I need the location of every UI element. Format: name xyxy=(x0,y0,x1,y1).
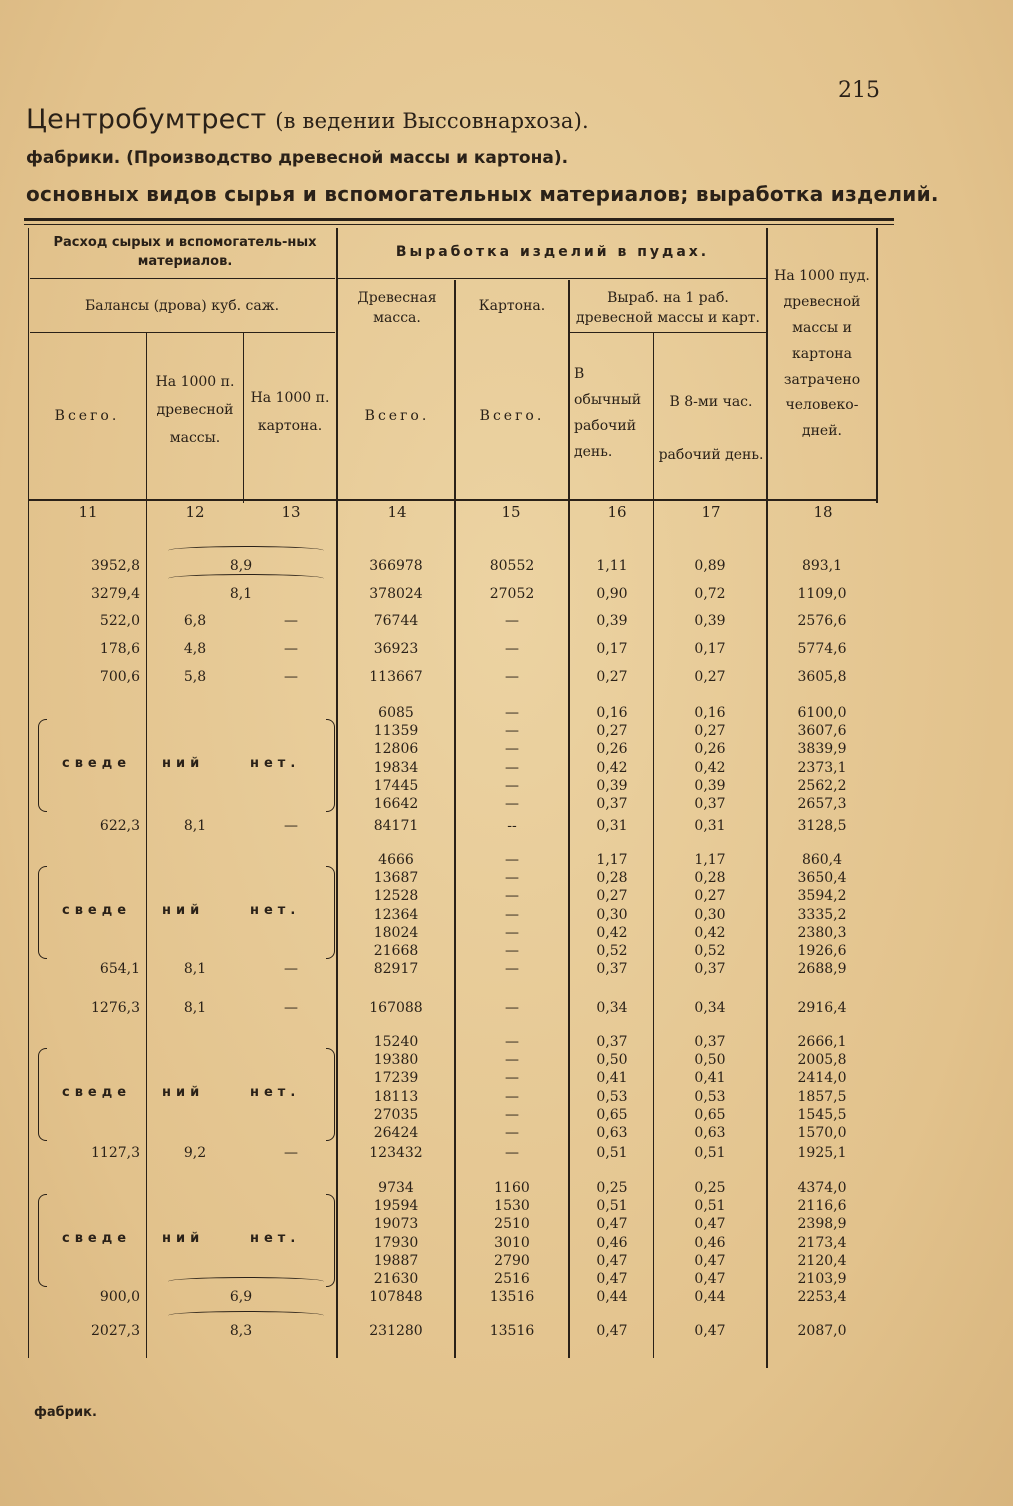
table-cell: 1530 xyxy=(494,1198,530,1215)
table-cell: 0,28 xyxy=(694,870,726,887)
table-cell: 21630 xyxy=(373,1271,419,1287)
table-cell: — xyxy=(505,943,519,959)
table-cell: 8,1 xyxy=(183,961,207,977)
no-data-label: сведе xyxy=(62,1084,132,1100)
table-cell: 2005,8 xyxy=(797,1052,847,1069)
table-cell: 0,37 xyxy=(596,796,628,812)
row-divider xyxy=(30,278,335,279)
no-data-label: сведе xyxy=(62,755,132,771)
table-cell: 366978 xyxy=(369,558,423,574)
table-cell: 0,51 xyxy=(694,1198,726,1215)
table-cell: — xyxy=(505,777,519,794)
table-cell: 1857,5 xyxy=(797,1088,847,1105)
table-cell: 622,3 xyxy=(99,818,140,834)
table-cell: 0,52 xyxy=(596,943,628,959)
table-cell: 2398,9 xyxy=(797,1216,847,1233)
table-cell: 0,39 xyxy=(596,777,628,794)
table-cell: 0,17 xyxy=(596,641,628,657)
table-cell: 0,53 xyxy=(694,1088,726,1105)
table-cell: 900,0 xyxy=(99,1289,140,1305)
table-cell: 11359 xyxy=(373,723,419,740)
table-cell: 8,1 xyxy=(183,1000,207,1016)
table-cell: — xyxy=(505,705,519,721)
table-cell: 82917 xyxy=(373,961,419,977)
table-cell: 1,17 xyxy=(596,852,628,868)
table-cell: 0,26 xyxy=(596,741,628,758)
table-cell: — xyxy=(505,669,519,685)
table-cell: -- xyxy=(507,818,517,834)
table-cell: 0,65 xyxy=(694,1106,726,1123)
table-cell: — xyxy=(505,1145,519,1161)
table-cell: 0,63 xyxy=(694,1125,726,1141)
table-cell: 0,42 xyxy=(694,759,726,776)
merged-cell: 8,9 xyxy=(229,558,253,574)
title-rule-thin xyxy=(24,224,894,225)
table-cell: 4,8 xyxy=(183,641,207,657)
table-cell: 4374,0 xyxy=(797,1180,847,1196)
table-cell: 0,51 xyxy=(596,1145,628,1161)
merged-cell: 8,3 xyxy=(229,1323,253,1339)
table-cell: 1,11 xyxy=(596,558,628,574)
table-cell: 0,41 xyxy=(694,1070,726,1087)
table-cell: 0,50 xyxy=(596,1052,628,1069)
header-balances: Балансы (дрова) куб. саж. xyxy=(84,298,280,314)
table-cell: 1276,3 xyxy=(91,1000,140,1016)
table-cell: 0,44 xyxy=(694,1289,726,1305)
col-divider xyxy=(336,228,338,1358)
table-cell: 0,42 xyxy=(596,924,628,941)
header-bottom-rule xyxy=(28,499,878,501)
page-title xyxy=(26,104,589,135)
table-cell: 3952,8 xyxy=(91,558,140,574)
table-cell: 19380 xyxy=(373,1052,419,1069)
table-cell: 3279,4 xyxy=(91,586,140,602)
header-raw-materials: Расход сырых и вспомогатель-ных материалов. xyxy=(53,235,317,269)
table-cell: 6,8 xyxy=(183,613,207,629)
table-cell: 13516 xyxy=(489,1323,535,1339)
table-cell: 0,42 xyxy=(694,924,726,941)
table-cell: 0,41 xyxy=(596,1070,628,1087)
table-cell: 2562,2 xyxy=(797,777,847,794)
table-cell: — xyxy=(284,961,298,977)
title-rule xyxy=(24,218,894,221)
table-cell: 3594,2 xyxy=(797,888,847,905)
group-brace-left xyxy=(38,1194,47,1287)
table-border-left xyxy=(28,228,29,1358)
table-cell: 860,4 xyxy=(801,852,843,868)
table-cell: — xyxy=(505,759,519,776)
table-cell: 19834 xyxy=(373,759,419,776)
table-cell: 167088 xyxy=(369,1000,423,1016)
table-cell: — xyxy=(284,613,298,629)
table-cell: 2414,0 xyxy=(797,1070,847,1087)
table-cell: 113667 xyxy=(369,669,423,685)
merged-cell: 6,9 xyxy=(229,1289,253,1305)
table-cell: 0,30 xyxy=(694,906,726,923)
table-cell: 0,52 xyxy=(694,943,726,959)
table-cell: 27052 xyxy=(489,586,535,602)
table-cell: — xyxy=(505,924,519,941)
table-cell: 0,90 xyxy=(596,586,628,602)
merge-brace xyxy=(168,574,324,583)
col-divider xyxy=(243,333,244,503)
table-cell: 0,44 xyxy=(596,1289,628,1305)
table-cell: 13687 xyxy=(373,870,419,887)
table-cell: 0,37 xyxy=(596,1034,628,1050)
table-cell: 0,47 xyxy=(596,1252,628,1269)
table-cell: 2657,3 xyxy=(797,796,847,812)
table-cell: 5774,6 xyxy=(797,641,847,657)
table-cell: 0,31 xyxy=(596,818,628,834)
title-main: Центробумтрест xyxy=(26,104,267,135)
subtitle-2: основных видов сырья и вспомогательных материалов; выработка изделий. xyxy=(26,182,939,206)
no-data-label: ний xyxy=(162,902,205,918)
group-brace-right xyxy=(326,1048,335,1141)
table-cell: 0,16 xyxy=(596,705,628,721)
no-data-label: нет. xyxy=(250,902,301,918)
table-cell: 2510 xyxy=(494,1216,530,1233)
table-cell: 0,31 xyxy=(694,818,726,834)
table-cell: 0,16 xyxy=(694,705,726,721)
header-wood-pulp: Древесная масса. xyxy=(357,290,437,327)
table-cell: 6100,0 xyxy=(797,705,847,721)
column-number: 14 xyxy=(387,503,407,521)
table-cell: — xyxy=(505,1052,519,1069)
title-paren: (в ведении Высcовнархоза). xyxy=(275,109,589,133)
row-divider xyxy=(338,278,766,279)
table-cell: — xyxy=(284,818,298,834)
table-cell: 0,39 xyxy=(694,613,726,629)
header-output: Выработка изделий в пудах. xyxy=(395,244,710,260)
header-total-14: Всего. xyxy=(364,408,430,424)
table-cell: 0,26 xyxy=(694,741,726,758)
col-divider xyxy=(454,280,456,1358)
group-brace-right xyxy=(326,866,335,959)
table-cell: 2253,4 xyxy=(797,1289,847,1305)
table-cell: 654,1 xyxy=(99,961,140,977)
table-cell: 0,27 xyxy=(694,723,726,740)
table-cell: 0,37 xyxy=(694,961,726,977)
table-cell: 6085 xyxy=(378,705,414,721)
table-cell: — xyxy=(505,641,519,657)
table-cell: 2576,6 xyxy=(797,613,847,629)
column-number: 15 xyxy=(501,503,521,521)
table-cell: 21668 xyxy=(373,943,419,959)
header-per1000-wood: На 1000 п. древесной массы. xyxy=(155,374,235,446)
footer-note: фабрик. xyxy=(34,1405,97,1420)
table-cell: 0,27 xyxy=(694,669,726,685)
table-cell: 1570,0 xyxy=(797,1125,847,1141)
table-cell: 9,2 xyxy=(183,1145,207,1161)
table-cell: — xyxy=(505,723,519,740)
table-cell: 19887 xyxy=(373,1252,419,1269)
table-cell: 4666 xyxy=(378,852,414,868)
table-cell: — xyxy=(505,796,519,812)
header-eight-hour: В 8-ми час. рабочий день. xyxy=(658,394,764,464)
table-cell: 700,6 xyxy=(99,669,140,685)
table-cell: 0,27 xyxy=(694,888,726,905)
table-cell: 893,1 xyxy=(801,558,843,574)
table-cell: 1109,0 xyxy=(797,586,847,602)
table-cell: 2688,9 xyxy=(797,961,847,977)
table-cell: 13516 xyxy=(489,1289,535,1305)
header-per1000-days: На 1000 пуд. древесной массы и картона затрачено человеко-дней. xyxy=(774,268,870,440)
table-cell: 0,34 xyxy=(596,1000,628,1016)
table-cell: 1127,3 xyxy=(91,1145,140,1161)
table-cell: — xyxy=(505,870,519,887)
table-cell: 2516 xyxy=(494,1271,530,1287)
table-cell: — xyxy=(284,1000,298,1016)
table-cell: 3335,2 xyxy=(797,906,847,923)
no-data-label: нет. xyxy=(250,1230,301,1246)
table-cell: 0,50 xyxy=(694,1052,726,1069)
table-cell: 0,39 xyxy=(596,613,628,629)
no-data-label: нет. xyxy=(250,755,301,771)
table-cell: 3010 xyxy=(494,1234,530,1251)
table-cell: 0,25 xyxy=(694,1180,726,1196)
table-border-right xyxy=(876,228,878,503)
col-divider xyxy=(653,333,654,1358)
table-cell: 0,46 xyxy=(694,1234,726,1251)
header-normal-day: В обычный рабочий день. xyxy=(574,366,642,460)
table-cell: — xyxy=(505,1088,519,1105)
column-number: 13 xyxy=(281,503,301,521)
table-cell: 19594 xyxy=(373,1198,419,1215)
column-number: 12 xyxy=(185,503,205,521)
table-cell: 0,72 xyxy=(694,586,726,602)
table-cell: 2116,6 xyxy=(797,1198,847,1215)
merged-cell: 8,1 xyxy=(229,586,253,602)
table-cell: — xyxy=(505,852,519,868)
table-cell: 0,47 xyxy=(694,1216,726,1233)
merge-brace xyxy=(168,546,324,555)
table-cell: 3839,9 xyxy=(797,741,847,758)
group-brace-left xyxy=(38,1048,47,1141)
table-cell: 2120,4 xyxy=(797,1252,847,1269)
table-cell: 2916,4 xyxy=(797,1000,847,1016)
table-cell: 0,27 xyxy=(596,723,628,740)
merge-brace xyxy=(168,1311,324,1320)
row-divider xyxy=(30,332,335,333)
table-cell: 0,37 xyxy=(694,1034,726,1050)
table-cell: 18113 xyxy=(373,1088,419,1105)
table-cell: 3607,6 xyxy=(797,723,847,740)
table-cell: 0,25 xyxy=(596,1180,628,1196)
table-cell: 0,53 xyxy=(596,1088,628,1105)
table-cell: 36923 xyxy=(373,641,419,657)
merge-brace xyxy=(168,1277,324,1286)
col-divider xyxy=(766,228,768,1368)
column-number: 18 xyxy=(813,503,833,521)
table-cell: 19073 xyxy=(373,1216,419,1233)
table-cell: 0,37 xyxy=(694,796,726,812)
table-cell: — xyxy=(505,613,519,629)
table-cell: 27035 xyxy=(373,1106,419,1123)
table-cell: — xyxy=(505,1125,519,1141)
table-cell: 0,47 xyxy=(694,1323,726,1339)
table-cell: — xyxy=(505,1070,519,1087)
table-cell: 12364 xyxy=(373,906,419,923)
table-cell: — xyxy=(505,888,519,905)
table-cell: 5,8 xyxy=(183,669,207,685)
table-cell: 84171 xyxy=(373,818,419,834)
table-cell: — xyxy=(505,961,519,977)
table-cell: 26424 xyxy=(373,1125,419,1141)
table-cell: 3128,5 xyxy=(797,818,847,834)
table-cell: 1926,6 xyxy=(797,943,847,959)
table-cell: — xyxy=(505,1106,519,1123)
group-brace-left xyxy=(38,866,47,959)
table-cell: 1160 xyxy=(494,1180,530,1196)
table-cell: 15240 xyxy=(373,1034,419,1050)
table-cell: — xyxy=(505,1000,519,1016)
no-data-label: ний xyxy=(162,1230,205,1246)
table-cell: 0,47 xyxy=(694,1252,726,1269)
table-cell: 80552 xyxy=(489,558,535,574)
table-cell: 0,63 xyxy=(596,1125,628,1141)
table-cell: 0,47 xyxy=(596,1271,628,1287)
table-cell: 2103,9 xyxy=(797,1271,847,1287)
table-cell: 0,89 xyxy=(694,558,726,574)
table-cell: 0,47 xyxy=(596,1323,628,1339)
header-per1000-card: На 1000 п. картона. xyxy=(250,390,330,434)
group-brace-right xyxy=(326,719,335,812)
header-total-11: Всего. xyxy=(54,408,120,424)
table-cell: — xyxy=(505,741,519,758)
table-cell: — xyxy=(284,1145,298,1161)
table-cell: 17930 xyxy=(373,1234,419,1251)
no-data-label: нет. xyxy=(250,1084,301,1100)
table-cell: 0,47 xyxy=(694,1271,726,1287)
no-data-label: сведе xyxy=(62,1230,132,1246)
table-cell: 12528 xyxy=(373,888,419,905)
table-cell: 1545,5 xyxy=(797,1106,847,1123)
table-cell: 2373,1 xyxy=(797,759,847,776)
table-cell: 0,17 xyxy=(694,641,726,657)
table-cell: 0,27 xyxy=(596,888,628,905)
table-cell: 0,65 xyxy=(596,1106,628,1123)
table-cell: 0,30 xyxy=(596,906,628,923)
col-divider xyxy=(146,333,147,1358)
table-cell: 107848 xyxy=(369,1289,423,1305)
table-cell: 1925,1 xyxy=(797,1145,847,1161)
table-cell: 76744 xyxy=(373,613,419,629)
table-cell: 3605,8 xyxy=(797,669,847,685)
table-cell: 2027,3 xyxy=(91,1323,140,1339)
table-cell: 522,0 xyxy=(99,613,140,629)
table-cell: 0,51 xyxy=(596,1198,628,1215)
table-cell: 0,27 xyxy=(596,669,628,685)
table-cell: 0,34 xyxy=(694,1000,726,1016)
table-cell: 123432 xyxy=(369,1145,423,1161)
table-cell: 0,51 xyxy=(694,1145,726,1161)
table-cell: 12806 xyxy=(373,741,419,758)
row-divider xyxy=(570,332,766,333)
table-cell: 16642 xyxy=(373,796,419,812)
group-brace-right xyxy=(326,1194,335,1287)
subtitle-1: фабрики. (Производство древесной массы и картона). xyxy=(26,148,569,168)
table-cell: 0,42 xyxy=(596,759,628,776)
table-cell: 0,39 xyxy=(694,777,726,794)
header-per-worker: Выраб. на 1 раб. древесной массы и карт. xyxy=(576,290,760,327)
table-cell: 231280 xyxy=(369,1323,423,1339)
group-brace-left xyxy=(38,719,47,812)
header-total-15: Всего. xyxy=(479,408,545,424)
no-data-label: сведе xyxy=(62,902,132,918)
col-divider xyxy=(568,280,570,1358)
table-cell: 2666,1 xyxy=(797,1034,847,1050)
table-cell: — xyxy=(505,1034,519,1050)
table-cell: — xyxy=(505,906,519,923)
table-cell: 2173,4 xyxy=(797,1234,847,1251)
table-cell: — xyxy=(284,641,298,657)
table-cell: 9734 xyxy=(378,1180,414,1196)
table-cell: 18024 xyxy=(373,924,419,941)
table-cell: 0,28 xyxy=(596,870,628,887)
table-cell: 0,47 xyxy=(596,1216,628,1233)
table-cell: 0,46 xyxy=(596,1234,628,1251)
table-cell: 1,17 xyxy=(694,852,726,868)
table-cell: 2790 xyxy=(494,1252,530,1269)
page-number: 215 xyxy=(838,78,880,103)
column-number: 11 xyxy=(78,503,98,521)
table-cell: 3650,4 xyxy=(797,870,847,887)
no-data-label: ний xyxy=(162,1084,205,1100)
table-cell: 2380,3 xyxy=(797,924,847,941)
table-cell: 17239 xyxy=(373,1070,419,1087)
column-number: 16 xyxy=(607,503,627,521)
header-cardboard: Картона. xyxy=(478,298,546,314)
no-data-label: ний xyxy=(162,755,205,771)
column-number: 17 xyxy=(701,503,721,521)
table-cell: 17445 xyxy=(373,777,419,794)
table-cell: 378024 xyxy=(369,586,423,602)
table-cell: 8,1 xyxy=(183,818,207,834)
table-cell: — xyxy=(284,669,298,685)
table-cell: 0,37 xyxy=(596,961,628,977)
table-cell: 178,6 xyxy=(99,641,140,657)
table-cell: 2087,0 xyxy=(797,1323,847,1339)
